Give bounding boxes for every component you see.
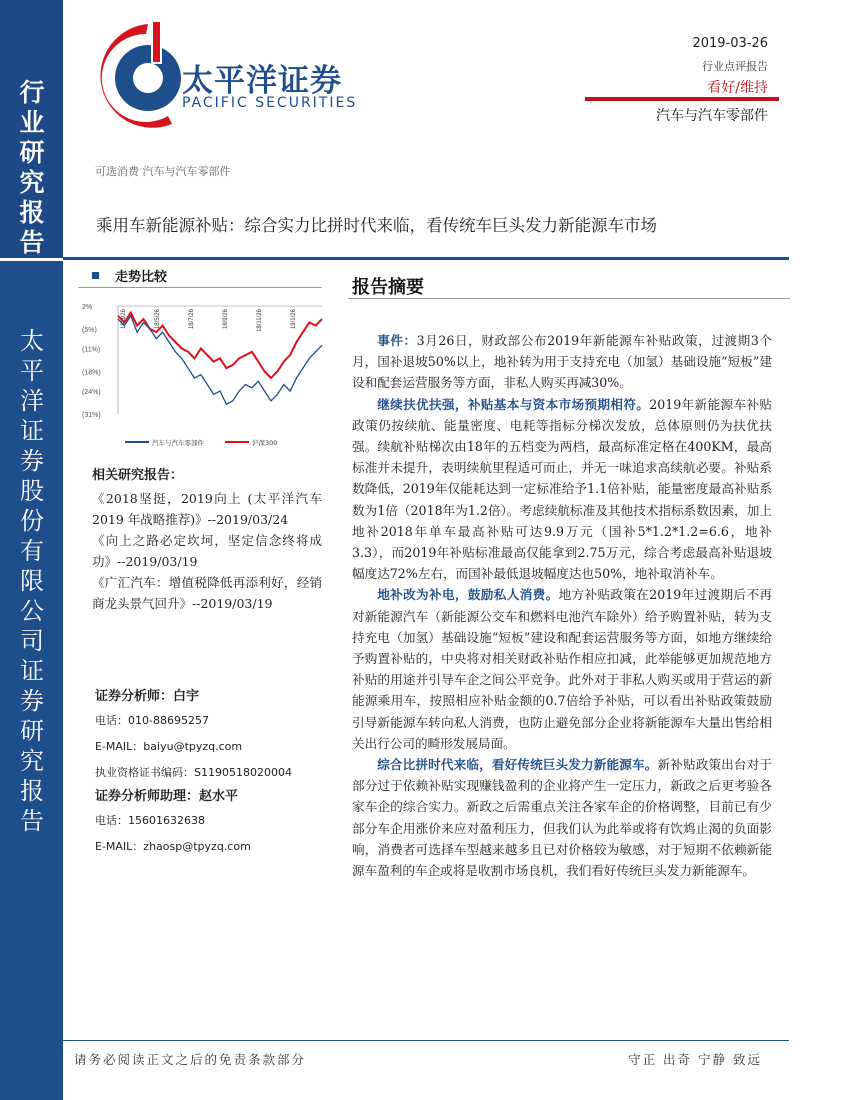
- page-title: 乘用车新能源补贴：综合实力比拼时代来临，看传统车巨头发力新能源车市场: [96, 216, 657, 235]
- abstract-paragraph: [352, 394, 772, 585]
- y-tick-label: 2%: [82, 304, 93, 311]
- legend-label: 汽车与汽车零部件: [152, 439, 204, 447]
- y-tick-label: (18%): [82, 369, 101, 377]
- abstract-heading: 报告摘要: [352, 277, 424, 298]
- breadcrumb: 可选消费 汽车与汽车零部件: [95, 165, 231, 178]
- abstract-paragraph: [352, 754, 772, 881]
- paragraph-lead: 事件：: [377, 333, 417, 348]
- trend-chart: [80, 296, 330, 456]
- abstract-divider: [348, 298, 790, 299]
- related-reports-heading: 相关研究报告：: [92, 468, 184, 483]
- assistant-analyst-block: [95, 785, 325, 854]
- footer-divider: [63, 1040, 789, 1041]
- assistant-analyst-phone: 电话：15601632638: [95, 814, 205, 827]
- x-tick-label: 19/1/26: [290, 309, 297, 330]
- analyst-name: 证券分析师：白宇: [95, 689, 200, 704]
- x-tick-label: 18/11/26: [256, 309, 263, 332]
- paragraph-lead: 综合比拼时代来临，看好传统巨头发力新能源车。: [377, 757, 658, 773]
- related-reports: [92, 465, 322, 614]
- y-tick-label: (11%): [82, 346, 101, 354]
- abstract-body: [352, 330, 772, 881]
- analyst-phone: 电话：010-88695257: [95, 714, 209, 727]
- logo-emblem-icon: [88, 20, 188, 130]
- trend-section-header: [92, 266, 167, 285]
- paragraph-text: 3月26日，财政部公布2019年新能源车补贴政策，过渡期3个月，国补退坡50%以上，地补转为用于支持充电（加氢）基础设施“短板”建设和配套运营服务等方面，非私人购买再减30%。: [352, 333, 772, 391]
- paragraph-text: 2019年新能源车补贴政策仍按续航、能量密度、电耗等指标分梯次发放，总体原则仍为扶优扶强。续航补贴梯次由18年的五档变为两档，最高标准定格在400KM，最高标准并未提升，表明续航里程适可而止，并无一味追求高续航必要。补贴系数降低，2019年仅能耗达到一定标准给予1.1倍补贴，能量密度最高补贴系数为1倍（2018年为1.2倍）。考虑续航标准及其他技术指标系数因素，加上地补2018年单车最高补贴可达9.9万元（国补5*1.2*1.2=6.6，地补3.3），而2019年补贴标准最高仅能拿到2.75万元，综合考虑最高补贴退坡幅度达72%左右，而国补最低退坡幅度达也50%，地补取消补车。: [352, 396, 772, 582]
- bullet-square-icon: [92, 272, 99, 279]
- x-tick-label: 18/5/26: [154, 309, 161, 330]
- related-report-item[interactable]: 《向上之路必定坎坷，坚定信念终将成功》--2019/03/19: [92, 533, 322, 569]
- trend-divider: [78, 287, 322, 288]
- paragraph-text: 地方补贴政策在2019年过渡期后不再对新能源汽车（新能源公交车和燃料电池汽车除外）给予购置补贴，转为支持充电（加氢）基础设施“短板”建设和配套运营服务等方面，如地方继续给予购置补贴的，中央将对相关财政补贴作相应扣减，此举能够更加规范地方补贴的用途并引导车企之间公平竞争。此外对于非私人购买或用于营运的新能源乘用车，按照相应补贴金额的0.7倍给予补贴，可以看出补贴政策鼓励引导新能源车转向私人消费，也防止避免部分企业将新能源车大量出售给相关出行公司的畸形发展局面。: [352, 587, 772, 751]
- analyst-email[interactable]: E-MAIL：baiyu@tpyzq.com: [95, 740, 243, 753]
- sidebar: [0, 0, 63, 1100]
- x-tick-label: 18/9/26: [222, 309, 229, 330]
- title-divider: [63, 257, 789, 260]
- sidebar-divider: [0, 258, 63, 261]
- company-label: 太平洋证券股份有限公司证券研究报告: [20, 327, 44, 835]
- report-type: 行业点评报告: [702, 60, 768, 73]
- legend-label: 沪深300: [252, 439, 278, 447]
- analyst-license: 执业资格证书编码：S1190518020004: [95, 766, 292, 779]
- x-tick-label: 18/7/26: [188, 309, 195, 330]
- footer-disclaimer: 请务必阅读正文之后的免责条款部分: [74, 1052, 307, 1067]
- related-report-item[interactable]: 《广汇汽车：增值税降低再添利好，经销商龙头景气回升》--2019/03/19: [92, 575, 322, 611]
- report-category-label: 行业研究报告: [19, 78, 45, 257]
- logo-text-en: PACIFIC SECURITIES: [182, 95, 358, 111]
- analyst-block: [95, 685, 325, 780]
- related-report-item[interactable]: 《2018坚挺，2019向上 (太平洋汽车 2019 年战略推荐)》--2019/03/24: [92, 491, 322, 527]
- header-accent-line: [585, 97, 779, 101]
- industry-label: 汽车与汽车零部件: [656, 108, 768, 124]
- y-tick-label: (24%): [82, 389, 101, 397]
- trend-section-title: 走势比较: [115, 270, 168, 285]
- report-date: 2019-03-26: [692, 36, 768, 51]
- abstract-paragraph: [352, 330, 772, 394]
- y-tick-label: (5%): [82, 326, 97, 334]
- paragraph-text: 新补贴政策出台对于部分过于依赖补贴实现赚钱盈利的企业将产生一定压力，新政之后更考验各家车企的综合实力。新政之后需重点关注各家车企的价格调整，目前已有少部分车企用涨价来应对盈利压力，但我们认为此举或将有饮鸩止渴的负面影响，消费者可选择车型越来越多且已对价格较为敏感，对于短期不依赖新能源车盈利的车企或将是收割市场良机，我们看好传统巨头发力新能源车。: [352, 757, 773, 879]
- abstract-paragraph: [352, 584, 772, 754]
- company-logo: [88, 20, 368, 140]
- assistant-analyst-email[interactable]: E-MAIL：zhaosp@tpyzq.com: [95, 840, 251, 853]
- y-tick-label: (31%): [82, 412, 101, 419]
- assistant-analyst-name: 证券分析师助理：赵水平: [95, 789, 239, 804]
- footer-motto: 守正 出奇 宁静 致远: [628, 1052, 762, 1067]
- rating-badge: 看好/维持: [707, 80, 768, 96]
- paragraph-lead: 地补改为补电，鼓励私人消费。: [377, 587, 559, 603]
- logo-text-cn: 太平洋证券: [182, 63, 342, 99]
- x-tick-label: 18/3/26: [120, 309, 127, 330]
- paragraph-lead: 继续扶优扶强，补贴基本与资本市场预期相符。: [377, 396, 650, 412]
